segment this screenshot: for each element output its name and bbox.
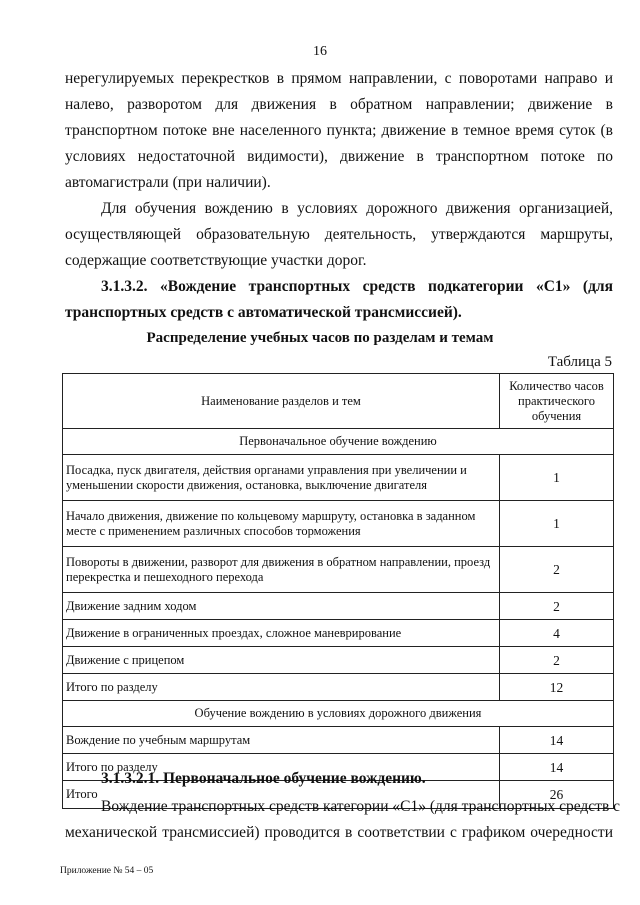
hours-cell: 12	[500, 674, 614, 701]
section-title-cell: Первоначальное обучение вождению	[63, 429, 614, 455]
topic-name-cell: Итого по разделу	[63, 674, 500, 701]
table-section-row	[63, 429, 614, 455]
table-section-row	[63, 701, 614, 727]
topic-name-cell: Посадка, пуск двигателя, действия органами управления при увеличении и уменьшении скорости движения, остановка, выключение двигателя	[63, 455, 500, 501]
table-header-row	[63, 374, 614, 429]
table-row	[63, 674, 614, 701]
topic-name-cell: Движение задним ходом	[63, 593, 500, 620]
text-line: содержащие соответствующие участки дорог.	[65, 252, 367, 269]
topic-name-cell: Движение с прицепом	[63, 647, 500, 674]
table-row	[63, 593, 614, 620]
subsection-heading	[65, 766, 613, 792]
paragraph-1	[65, 66, 613, 196]
table-row	[63, 501, 614, 547]
table-title: Распределение учебных часов по разделам и темам	[146, 330, 494, 346]
text-line: Вождение транспортных средств категории «С1» (для транспортных средств с	[101, 798, 621, 815]
hours-cell: 14	[500, 727, 614, 754]
section-heading	[65, 274, 613, 326]
heading-line: транспортных средств с автоматической трансмиссией).	[65, 304, 462, 321]
text-line: автомагистрали (при наличии).	[65, 174, 271, 191]
hours-cell: 14	[500, 754, 614, 781]
page-number: 16	[313, 44, 327, 59]
section-title-cell: Обучение вождению в условиях дорожного движения	[63, 701, 614, 727]
hours-cell: 26	[500, 781, 614, 809]
hours-cell: 2	[500, 647, 614, 674]
paragraph-2	[65, 196, 613, 274]
table-row	[63, 727, 614, 754]
topic-name-cell: Итого	[63, 781, 500, 809]
text-line: транспортном потоке вне населенного пункта; движение в темное время суток (в	[65, 122, 613, 139]
text-line: налево, разворотом для движения в обратном направлении; движение в	[65, 96, 613, 113]
text-line: нерегулируемых перекрестков в прямом направлении, с поворотами направо и	[65, 70, 613, 87]
topic-name-cell: Итого по разделу	[63, 754, 500, 781]
topic-name-cell: Движение в ограниченных проездах, сложное маневрирование	[63, 620, 500, 647]
table-label: Таблица 5	[547, 354, 612, 370]
footer-note: Приложение № 54 – 05	[60, 866, 154, 876]
hours-cell: 4	[500, 620, 614, 647]
topic-name-cell: Вождение по учебным маршрутам	[63, 727, 500, 754]
table-row	[63, 647, 614, 674]
paragraph-3	[65, 794, 621, 846]
hours-cell: 1	[500, 455, 614, 501]
text-line: осуществляющей образовательную деятельность, утверждаются маршруты,	[65, 226, 613, 243]
table-row	[63, 455, 614, 501]
topic-name-cell: Повороты в движении, разворот для движения в обратном направлении, проезд перекрестка и пешеходного перехода	[63, 547, 500, 593]
topic-name-cell: Начало движения, движение по кольцевому маршруту, остановка в заданном месте с применением различных способов торможения	[63, 501, 500, 547]
text-line: механической трансмиссией) проводится в соответствии с графиком очередности	[65, 824, 613, 841]
hours-table	[62, 373, 614, 809]
table-row	[63, 620, 614, 647]
table-row	[63, 547, 614, 593]
hours-cell: 1	[500, 501, 614, 547]
text-line: условиях недостаточной видимости), движение в транспортном потоке по	[65, 148, 613, 165]
header-hours-cell: Количество часов практического обучения	[500, 374, 614, 429]
hours-cell: 2	[500, 593, 614, 620]
heading-line: 3.1.3.2. «Вождение транспортных средств подкатегории «С1» (для	[101, 278, 613, 295]
header-name-cell: Наименование разделов и тем	[63, 374, 500, 429]
hours-cell: 2	[500, 547, 614, 593]
heading-line: 3.1.3.2.1. Первоначальное обучение вождению.	[101, 770, 426, 787]
text-line: Для обучения вождению в условиях дорожного движения организацией,	[101, 200, 613, 217]
